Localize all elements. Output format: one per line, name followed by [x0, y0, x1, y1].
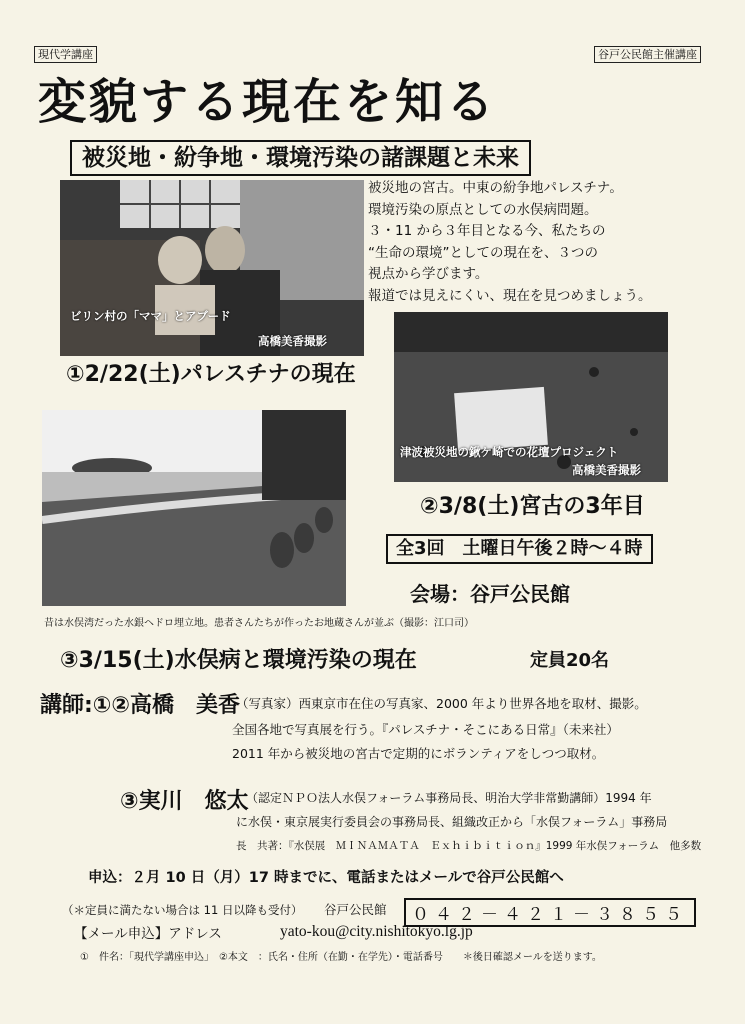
apply-note: （＊定員に満たない場合は 11 日以降も受付） — [62, 903, 303, 917]
intro-line: 被災地の宮古。中東の紛争地パレスチナ。 — [368, 180, 623, 196]
session-1-title: ①2/22(土)パレスチナの現在 — [66, 362, 356, 387]
palestine-photo-image — [60, 180, 364, 356]
lecturer-1-name: 講師:①②高橋 美香 — [40, 693, 241, 718]
minamata-photo-image — [42, 410, 346, 606]
lecturer-2-line: 長 共著：『水俣展 ＭＩＮＡＭＡＴＡ Ｅｘｈｉｂｉｔｉｏｎ』1999 年水俣フォーラム 他多数 — [236, 840, 702, 852]
apply-deadline: 申込：２月 10 日（月）17 時までに、電話またはメールで谷戸公民館へ — [88, 870, 564, 886]
series-tag: 現代学講座 — [34, 46, 97, 63]
session-2-title: ②3/8(土)宮古の3年目 — [420, 494, 645, 519]
session-3-title: ③3/15(土)水俣病と環境汚染の現在 — [60, 648, 417, 673]
miyako-caption: 津波被災地の鍬ケ崎での花壇プロジェクト — [400, 445, 619, 459]
minamata-caption: 昔は水俣湾だった水銀ヘドロ埋立地。患者さんたちが作ったお地蔵さんが並ぶ（撮影：江口司） — [44, 618, 474, 629]
mail-address-link[interactable]: yato-kou@city.nishitokyo.lg.jp — [280, 923, 473, 940]
capacity: 定員20名 — [530, 650, 610, 671]
phone-number: ０４２－４２１－３８５５ — [404, 898, 696, 927]
minamata-photo — [42, 410, 346, 606]
palestine-credit: 高橋美香撮影 — [258, 334, 327, 348]
mail-note: ① 件名：「現代学講座申込」 ②本文 ：氏名・住所（在勤・在学先）・電話番号 ＊後日確認メールを送ります。 — [80, 952, 602, 963]
palestine-caption: ビリン村の「ママ」とアブード — [70, 309, 231, 323]
mail-label: 【メール申込】アドレス — [74, 926, 222, 942]
schedule-box: 全3回 土曜日午後２時～４時 — [386, 534, 653, 564]
lecturer-1-line: 全国各地で写真展を行う。『パレスチナ・そこにある日常』（未来社） — [232, 722, 619, 737]
lecturer-2-line: に水俣・東京展実行委員会の事務局長、組織改正から「水俣フォーラム」事務局 — [236, 815, 668, 829]
intro-line: 環境汚染の原点としての水俣病問題。 — [368, 201, 598, 218]
lecturer-1-line: 2011 年から被災地の宮古で定期的にボランティアをしつつ取材。 — [232, 746, 605, 761]
office-name: 谷戸公民館 — [324, 902, 387, 917]
page-subtitle: 被災地・紛争地・環境汚染の諸課題と未来 — [70, 140, 531, 176]
page-title: 変貌する現在を知る — [38, 74, 498, 130]
intro-line: 視点から学びます。 — [368, 266, 489, 282]
lecturer-1-line: （写真家）西東京市在住の写真家、2000 年より世界各地を取材、撮影。 — [236, 696, 647, 711]
intro-line: ３・11 から３年目となる今、私たちの — [368, 223, 606, 239]
intro-line: “生命の環境”としての現在を、３つの — [368, 244, 598, 261]
miyako-photo — [394, 312, 668, 482]
host-tag: 谷戸公民館主催講座 — [594, 46, 701, 63]
intro-line: 報道では見えにくい、現在を見つめましょう。 — [368, 287, 652, 304]
palestine-photo — [60, 180, 364, 356]
venue: 会場：谷戸公民館 — [410, 582, 570, 606]
intro-text — [368, 178, 698, 307]
miyako-credit: 高橋美香撮影 — [572, 463, 641, 477]
lecturer-2-line: （認定ＮＰＯ法人水俣フォーラム事務局長、明治大学非常勤講師）1994 年 — [246, 791, 652, 805]
lecturer-2-name: ③実川 悠太 — [120, 789, 249, 814]
